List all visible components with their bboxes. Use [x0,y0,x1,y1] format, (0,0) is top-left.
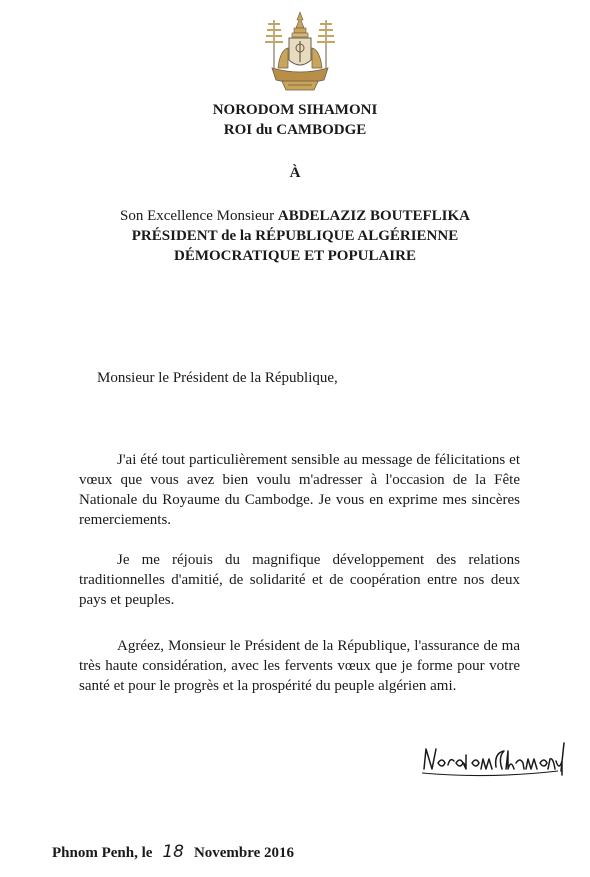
salutation: Monsieur le Président de la République, [97,370,338,386]
sender-title: ROI du CAMBODGE [223,122,367,138]
date-line [52,842,294,863]
paragraph-thanks: J'ai été tout particulièrement sensible au message de félicitations et vœux que vous avez bien voulu m'adresser à l'occasion de la Fête Nationale du Royaume du Cambodge. Je vous en exprime mes sincères remerciements. [79,452,520,528]
paragraph-relations: Je me réjouis du magnifique développement des relations traditionnelles d'amitié, de solidarité et de coopération entre nos deux pays et peuples. [79,552,520,608]
recipient-title-line2: DÉMOCRATIQUE ET POPULAIRE [174,248,416,264]
recipient-line [0,206,590,226]
recipient-title-line1: PRÉSIDENT de la RÉPUBLIQUE ALGÉRIENNE [131,228,459,244]
sender-name: NORODOM SIHAMONI [212,102,378,118]
paragraph-closing: Agréez, Monsieur le Président de la République, l'assurance de ma très haute considération, avec les fervents vœux que je forme pour votre santé et pour le progrès et la prospérité du peuple algérien ami. [79,638,520,694]
recipient-name: ABDELAZIZ BOUTEFLIKA [277,208,470,224]
date-month-year: Novembre 2016 [193,845,295,861]
date-day: 18 [162,842,184,862]
royal-arms-of-cambodia-icon [262,10,338,92]
recipient-prefix: Son Excellence Monsieur [119,208,275,224]
to-marker: À [289,165,301,181]
date-place: Phnom Penh, le [52,845,153,861]
handwritten-signature [418,735,568,779]
